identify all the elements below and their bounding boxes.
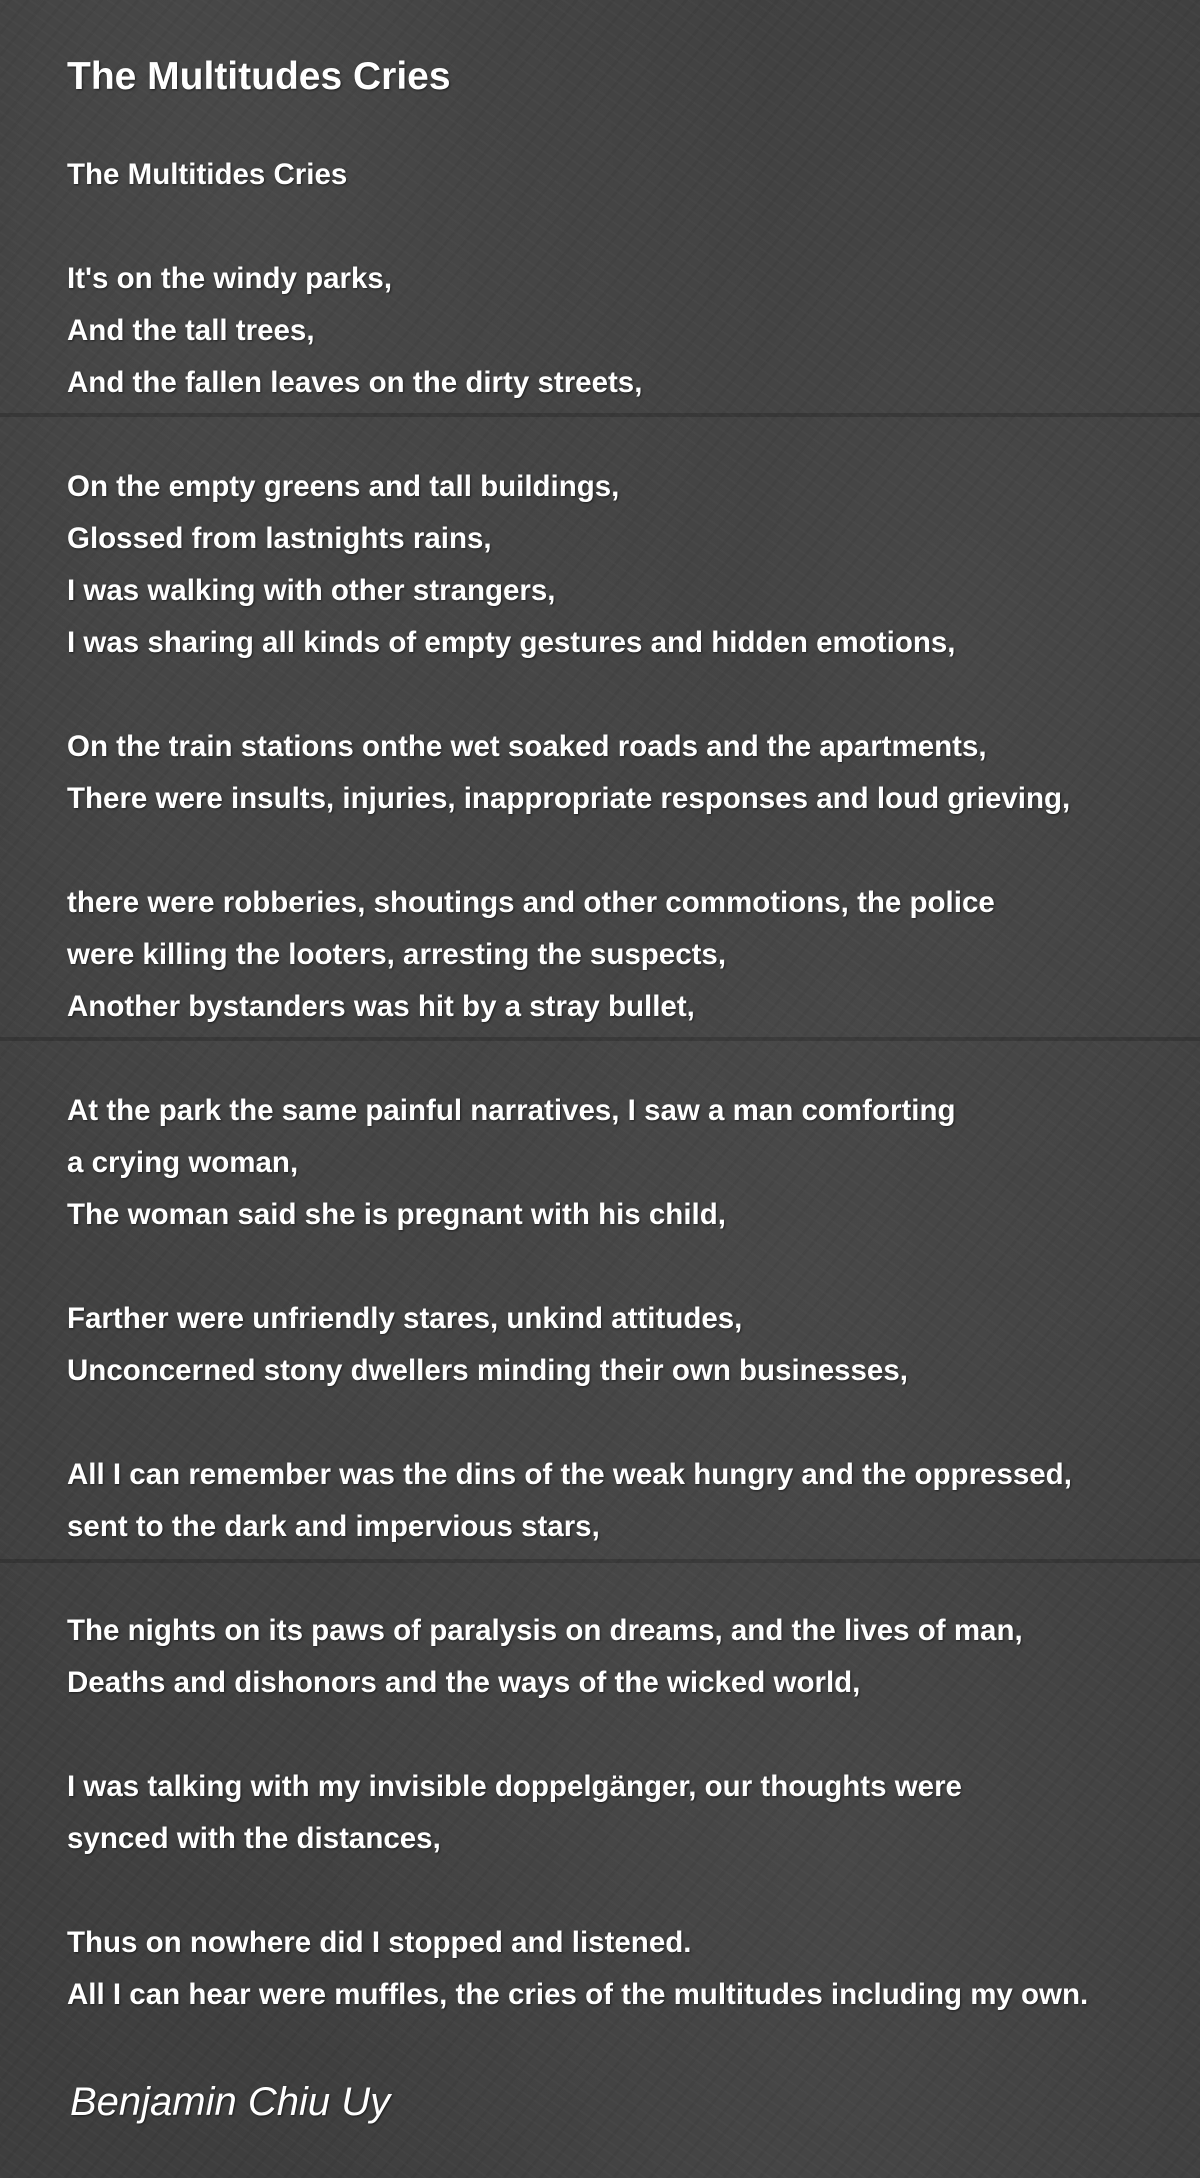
poem-line: All I can hear were muffles, the cries of the multitudes including my own. — [67, 1978, 1089, 2011]
poem-line: synced with the distances, — [67, 1822, 441, 1855]
stanza-break — [67, 825, 1195, 877]
poem-line: On the empty greens and tall buildings, — [67, 470, 620, 503]
poem-line: I was talking with my invisible doppelgänger, our thoughts were — [67, 1770, 962, 1803]
stanza-break — [67, 409, 1195, 461]
poem-line: All I can remember was the dins of the weak hungry and the oppressed, — [67, 1458, 1072, 1491]
poem-line: a crying woman, — [67, 1146, 299, 1179]
poem-line: The woman said she is pregnant with his child, — [67, 1198, 726, 1231]
stanza-break — [67, 669, 1195, 721]
poem-line: I was sharing all kinds of empty gestures and hidden emotions, — [67, 626, 956, 659]
poem-line: Thus on nowhere did I stopped and listened. — [67, 1926, 692, 1959]
poem-line: Another bystanders was hit by a stray bullet, — [67, 990, 695, 1023]
poem-line: At the park the same painful narratives, I saw a man comforting — [67, 1094, 956, 1127]
poem-body — [67, 149, 1195, 2021]
poem-line: Farther were unfriendly stares, unkind attitudes, — [67, 1302, 743, 1335]
stanza-break — [67, 1709, 1195, 1761]
poem-line: And the fallen leaves on the dirty streets, — [67, 366, 643, 399]
poem-line: And the tall trees, — [67, 314, 315, 347]
poem-line: sent to the dark and impervious stars, — [67, 1510, 600, 1543]
poem-line: Glossed from lastnights rains, — [67, 522, 492, 555]
poem-author: Benjamin Chiu Uy — [70, 2080, 391, 2124]
stanza-break — [67, 201, 1195, 253]
poem-line: Unconcerned stony dwellers minding their own businesses, — [67, 1354, 908, 1387]
stanza-break — [67, 1553, 1195, 1605]
poem-line: The nights on its paws of paralysis on dreams, and the lives of man, — [67, 1614, 1023, 1647]
poem-line: On the train stations onthe wet soaked roads and the apartments, — [67, 730, 987, 763]
poem-line: Deaths and dishonors and the ways of the wicked world, — [67, 1666, 861, 1699]
poem-line: there were robberies, shoutings and other commotions, the police — [67, 886, 995, 919]
poem-line: There were insults, injuries, inappropriate responses and loud grieving, — [67, 782, 1071, 815]
poem-line: The Multitides Cries — [67, 158, 348, 191]
stanza-break — [67, 1865, 1195, 1917]
poem-line: were killing the looters, arresting the suspects, — [67, 938, 727, 971]
poem-line: I was walking with other strangers, — [67, 574, 556, 607]
stanza-break — [67, 1397, 1195, 1449]
stanza-break — [67, 1033, 1195, 1085]
poem-line: It's on the windy parks, — [67, 262, 393, 295]
poem-title: The Multitudes Cries — [67, 55, 451, 98]
stanza-break — [67, 1241, 1195, 1293]
